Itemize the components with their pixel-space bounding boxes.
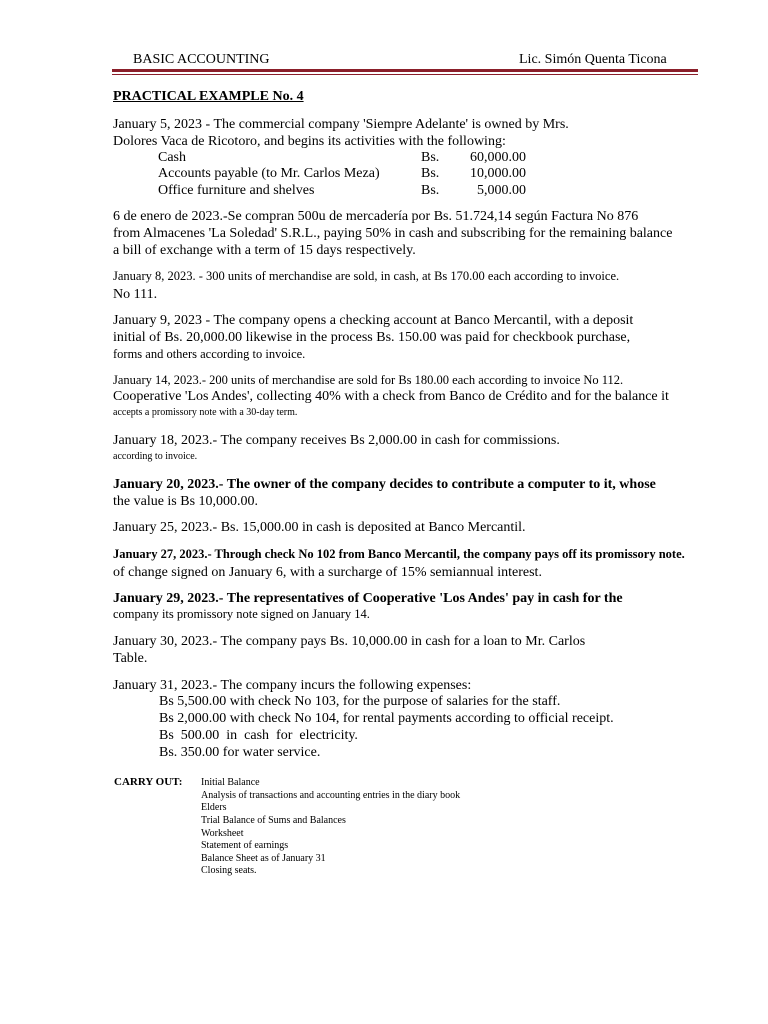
jan6-line-1: 6 de enero de 2023.-Se compran 500u de mercadería por Bs. 51.724,14 según Factura No 876	[113, 209, 639, 224]
jan8-line-1: January 8, 2023. - 300 units of merchandise are sold, in cash, at Bs 170.00 each according to invoice.	[113, 269, 620, 283]
jan9-line-3: forms and others according to invoice.	[113, 347, 306, 361]
jan5-line-2: Dolores Vaca de Ricotoro, and begins its activities with the following:	[113, 134, 506, 149]
jan30-line-1: January 30, 2023.- The company pays Bs. 10,000.00 in cash for a loan to Mr. Carlos	[113, 634, 586, 649]
jan27-line-1: January 27, 2023.- Through check No 102 from Banco Mercantil, the company pays off its promissory note.	[113, 547, 685, 561]
header-course-title: BASIC ACCOUNTING	[133, 52, 270, 67]
page-title: PRACTICAL EXAMPLE No. 4	[113, 89, 304, 104]
carry-out-item: Worksheet	[201, 828, 244, 839]
jan31-expense-item: Bs 2,000.00 with check No 104, for rental payments according to official receipt.	[159, 711, 614, 726]
jan18-line-1: January 18, 2023.- The company receives Bs 2,000.00 in cash for commissions.	[113, 433, 560, 448]
jan31-expense-item: Bs 5,500.00 with check No 103, for the purpose of salaries for the staff.	[159, 694, 561, 709]
jan5-item-currency: Bs.	[421, 183, 440, 198]
jan29-line-1: January 29, 2023.- The representatives of Cooperative 'Los Andes' pay in cash for the	[113, 591, 623, 606]
jan5-item-currency: Bs.	[421, 166, 440, 181]
jan31-line-1: January 31, 2023.- The company incurs the following expenses:	[113, 678, 472, 693]
jan5-item-amount: 60,000.00	[470, 150, 526, 165]
jan9-line-1: January 9, 2023 - The company opens a checking account at Banco Mercantil, with a deposit	[113, 313, 634, 328]
carry-out-item: Closing seats.	[201, 865, 257, 876]
jan14-line-1: January 14, 2023.- 200 units of merchandise are sold for Bs 180.00 each according to invoice No 112.	[113, 373, 624, 387]
jan5-item-currency: Bs.	[421, 150, 440, 165]
jan14-line-2: Cooperative 'Los Andes', collecting 40% with a check from Banco de Crédito and for the balance it	[113, 389, 669, 404]
jan8-line-2: No 111.	[113, 287, 158, 302]
header-rule-thin	[112, 74, 698, 75]
jan27-line-2: of change signed on January 6, with a surcharge of 15% semiannual interest.	[113, 565, 542, 580]
carry-out-item: Balance Sheet as of January 31	[201, 853, 326, 864]
jan20-line-2: the value is Bs 10,000.00.	[113, 494, 259, 509]
jan31-expense-item: Bs 500.00 in cash for electricity.	[159, 728, 358, 743]
jan30-line-2: Table.	[113, 651, 148, 666]
jan5-item-amount: 10,000.00	[470, 166, 526, 181]
carry-out-label: CARRY OUT:	[114, 776, 183, 788]
jan25-line-1: January 25, 2023.- Bs. 15,000.00 in cash is deposited at Banco Mercantil.	[113, 520, 526, 535]
jan6-line-2: from Almacenes 'La Soledad' S.R.L., paying 50% in cash and subscribing for the remaining balance	[113, 226, 673, 241]
jan5-item-label: Office furniture and shelves	[158, 183, 315, 198]
jan6-line-3: a bill of exchange with a term of 15 days respectively.	[113, 243, 416, 258]
jan5-item-amount: 5,000.00	[477, 183, 526, 198]
jan29-line-2: company its promissory note signed on January 14.	[113, 607, 370, 621]
carry-out-item: Statement of earnings	[201, 840, 289, 851]
header-rule-thick	[112, 69, 698, 72]
jan18-line-2: according to invoice.	[113, 451, 198, 462]
jan20-line-1: January 20, 2023.- The owner of the company decides to contribute a computer to it, whose	[113, 477, 656, 492]
jan5-item-label: Accounts payable (to Mr. Carlos Meza)	[158, 166, 380, 181]
carry-out-item: Trial Balance of Sums and Balances	[201, 815, 346, 826]
jan14-line-3: accepts a promissory note with a 30-day term.	[113, 407, 298, 418]
header-author: Lic. Simón Quenta Ticona	[519, 52, 667, 67]
jan5-line-1: January 5, 2023 - The commercial company 'Siempre Adelante' is owned by Mrs.	[113, 117, 569, 132]
carry-out-item: Initial Balance	[201, 777, 260, 788]
jan5-item-label: Cash	[158, 150, 186, 165]
jan9-line-2: initial of Bs. 20,000.00 likewise in the process Bs. 150.00 was paid for checkbook purchase,	[113, 330, 631, 345]
jan31-expense-item: Bs. 350.00 for water service.	[159, 745, 321, 760]
carry-out-item: Elders	[201, 802, 227, 813]
carry-out-item: Analysis of transactions and accounting entries in the diary book	[201, 790, 461, 801]
